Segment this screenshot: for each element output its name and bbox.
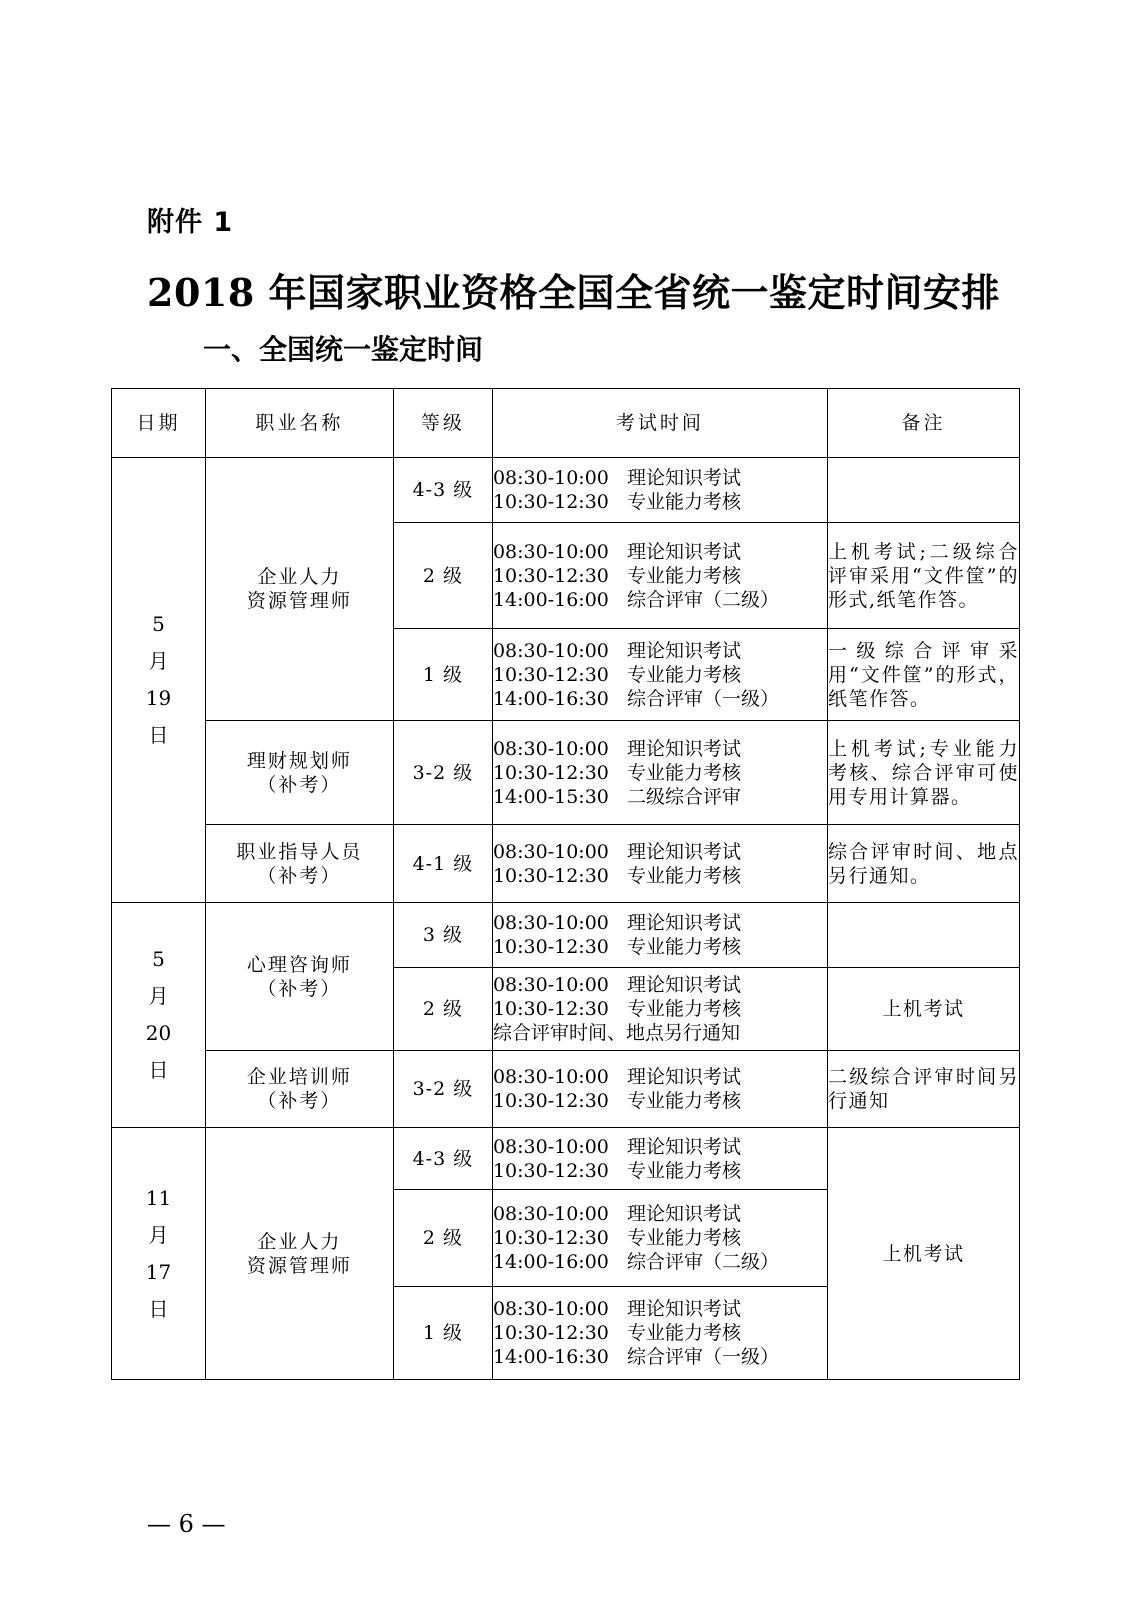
remarks-cell: 上机考试 [827, 1128, 1019, 1380]
page-number: — 6 — [147, 1510, 226, 1538]
grade-cell: 4-3 级 [393, 1128, 492, 1190]
date-cell: 5 月 20 日 [112, 903, 206, 1128]
grade-cell: 3-2 级 [393, 1051, 492, 1128]
date-cell: 5 月 19 日 [112, 458, 206, 903]
header-exam-time: 考试时间 [492, 389, 827, 458]
header-grade: 等级 [393, 389, 492, 458]
remarks-cell: 二级综合评审时间另行通知 [827, 1051, 1019, 1128]
exam-time-cell: 08:30-10:00 理论知识考试 10:30-12:30 专业能力考核 14:00-15:30 二级综合评审 [492, 721, 827, 825]
remarks-cell [827, 903, 1019, 968]
job-name-cell: 企业人力 资源管理师 [205, 458, 393, 721]
table-row [112, 825, 1020, 903]
remarks-cell [827, 458, 1019, 523]
table-row [112, 458, 1020, 523]
exam-schedule-table [111, 388, 1020, 1380]
job-name-cell: 职业指导人员 （补考） [205, 825, 393, 903]
document-title: 2018 年国家职业资格全国全省统一鉴定时间安排 [147, 270, 1000, 315]
header-date: 日期 [112, 389, 206, 458]
grade-cell: 2 级 [393, 968, 492, 1051]
table-row [112, 721, 1020, 825]
grade-cell: 1 级 [393, 1287, 492, 1380]
table-header-row [112, 389, 1020, 458]
exam-time-cell: 08:30-10:00 理论知识考试 10:30-12:30 专业能力考核 14:00-16:00 综合评审（二级） [492, 523, 827, 629]
table-row [112, 1128, 1020, 1190]
date-cell: 11 月 17 日 [112, 1128, 206, 1380]
grade-cell: 4-1 级 [393, 825, 492, 903]
exam-time-cell: 08:30-10:00 理论知识考试 10:30-12:30 专业能力考核 综合评审时间、地点另行通知 [492, 968, 827, 1051]
exam-time-cell: 08:30-10:00 理论知识考试 10:30-12:30 专业能力考核 14:00-16:00 综合评审（二级） [492, 1190, 827, 1287]
remarks-cell: 上机考试 [827, 968, 1019, 1051]
grade-cell: 2 级 [393, 523, 492, 629]
exam-time-cell: 08:30-10:00 理论知识考试 10:30-12:30 专业能力考核 [492, 1128, 827, 1190]
exam-time-cell: 08:30-10:00 理论知识考试 10:30-12:30 专业能力考核 [492, 458, 827, 523]
remarks-cell: 综合评审时间、地点另行通知。 [827, 825, 1019, 903]
grade-cell: 3-2 级 [393, 721, 492, 825]
remarks-cell: 上机考试;专业能力考核、综合评审可使用专用计算器。 [827, 721, 1019, 825]
grade-cell: 3 级 [393, 903, 492, 968]
exam-time-cell: 08:30-10:00 理论知识考试 10:30-12:30 专业能力考核 14:00-16:30 综合评审（一级） [492, 629, 827, 721]
exam-time-cell: 08:30-10:00 理论知识考试 10:30-12:30 专业能力考核 14:00-16:30 综合评审（一级） [492, 1287, 827, 1380]
header-job-name: 职业名称 [205, 389, 393, 458]
exam-time-cell: 08:30-10:00 理论知识考试 10:30-12:30 专业能力考核 [492, 1051, 827, 1128]
job-name-cell: 心理咨询师 （补考） [205, 903, 393, 1051]
table-row [112, 1051, 1020, 1128]
header-remarks: 备注 [827, 389, 1019, 458]
grade-cell: 1 级 [393, 629, 492, 721]
grade-cell: 4-3 级 [393, 458, 492, 523]
job-name-cell: 理财规划师 （补考） [205, 721, 393, 825]
job-name-cell: 企业人力 资源管理师 [205, 1128, 393, 1380]
attachment-label: 附件 1 [147, 207, 234, 238]
exam-time-cell: 08:30-10:00 理论知识考试 10:30-12:30 专业能力考核 [492, 903, 827, 968]
remarks-cell: 一级综合评审采用“文件筐”的形式，纸笔作答。 [827, 629, 1019, 721]
section-heading: 一、全国统一鉴定时间 [203, 333, 484, 366]
exam-time-cell: 08:30-10:00 理论知识考试 10:30-12:30 专业能力考核 [492, 825, 827, 903]
table-row [112, 903, 1020, 968]
remarks-cell: 上机考试;二级综合评审采用“文件筐”的形式,纸笔作答。 [827, 523, 1019, 629]
job-name-cell: 企业培训师 （补考） [205, 1051, 393, 1128]
grade-cell: 2 级 [393, 1190, 492, 1287]
